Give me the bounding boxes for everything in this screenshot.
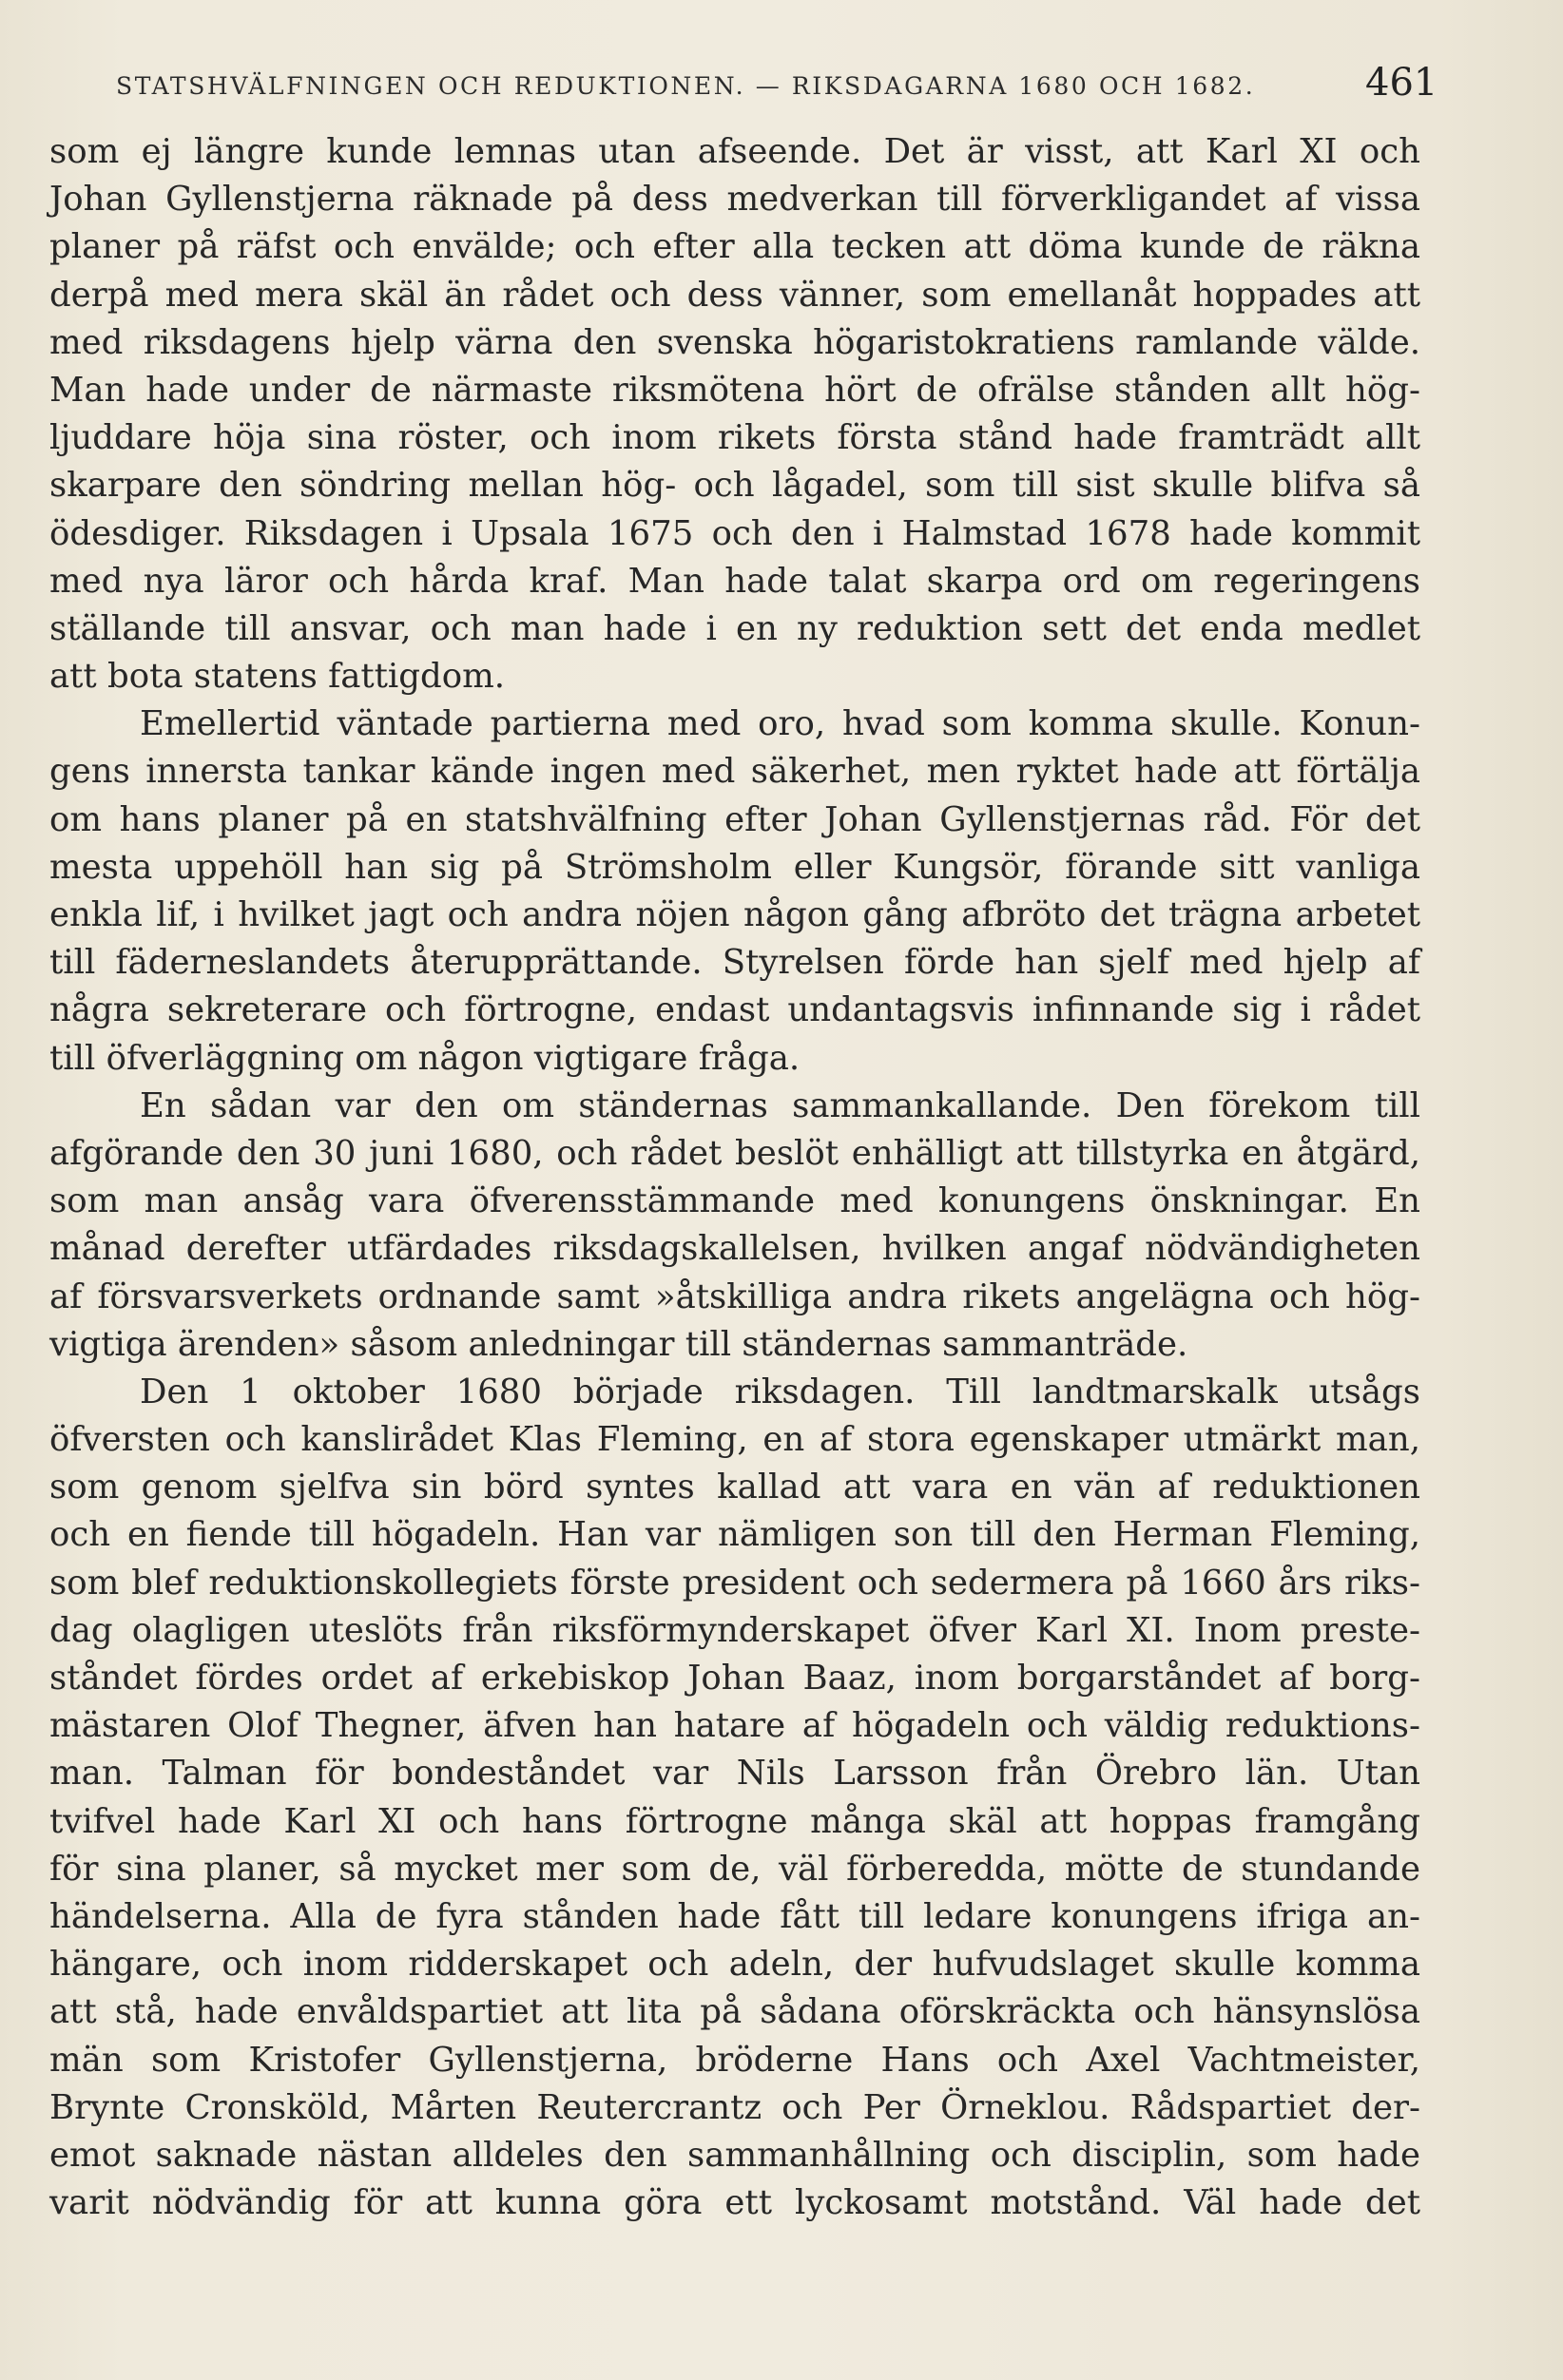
text-line: Emellertid väntade partierna med oro, hvad som komma skulle. Konun- bbox=[140, 704, 1420, 744]
text-line: att stå, hade envåldspartiet att lita på sådana oförskräckta och hänsynslösa bbox=[49, 1992, 1420, 2032]
text-line: skarpare den söndring mellan hög- och lågadel, som till sist skulle blifva så bbox=[49, 466, 1420, 506]
text-line: ljuddare höja sina röster, och inom rikets första stånd hade framträdt allt bbox=[49, 418, 1420, 458]
text-line: att bota statens fattigdom. bbox=[49, 657, 506, 697]
text-line: öfversten och kanslirådet Klas Fleming, en af stora egenskaper utmärkt man, bbox=[49, 1420, 1420, 1460]
text-line: mesta uppehöll han sig på Strömsholm eller Kungsör, förande sitt vanliga bbox=[49, 847, 1420, 887]
text-line: planer på räfst och envälde; och efter alla tecken att döma kunde de räkna bbox=[49, 227, 1420, 267]
text-line: ställande till ansvar, och man hade i en ny reduktion sett det enda medlet bbox=[49, 608, 1420, 648]
text-line: med riksdagens hjelp värna den svenska högaristokratiens ramlande välde. bbox=[49, 322, 1420, 362]
text-line: vigtiga ärenden» såsom anledningar till ständernas sammanträde. bbox=[49, 1324, 1188, 1364]
text-line: varit nödvändig för att kunna göra ett lyckosamt motstånd. Väl hade det bbox=[49, 2183, 1420, 2223]
text-line: emot saknade nästan alldeles den sammanhållning och disciplin, som hade bbox=[49, 2135, 1420, 2175]
text-line: män som Kristofer Gyllenstjerna, bröderne Hans och Axel Vachtmeister, bbox=[49, 2040, 1420, 2080]
text-line: derpå med mera skäl än rådet och dess vänner, som emellanåt hoppades att bbox=[49, 275, 1420, 315]
text-line: till fäderneslandets återupprättande. Styrelsen förde han sjelf med hjelp af bbox=[49, 943, 1420, 983]
text-line: ödesdiger. Riksdagen i Upsala 1675 och den i Halmstad 1678 hade kommit bbox=[49, 513, 1420, 553]
text-line: tvifvel hade Karl XI och hans förtrogne många skäl att hoppas framgång bbox=[49, 1801, 1420, 1841]
text-line: afgörande den 30 juni 1680, och rådet beslöt enhälligt att tillstyrka en åtgärd, bbox=[49, 1133, 1420, 1173]
text-line: som ej längre kunde lemnas utan afseende. Det är visst, att Karl XI och bbox=[49, 132, 1420, 171]
text-line: mästaren Olof Thegner, äfven han hatare af högadeln och väldig reduktions- bbox=[49, 1706, 1420, 1746]
text-line: dag olagligen uteslöts från riksförmynderskapet öfver Karl XI. Inom preste- bbox=[49, 1610, 1420, 1650]
text-line: af försvarsverkets ordnande samt »åtskilliga andra rikets angelägna och hög- bbox=[49, 1276, 1420, 1316]
running-head bbox=[0, 59, 1563, 116]
text-line: hängare, och inom ridderskapet och adeln, der hufvudslaget skulle komma bbox=[49, 1945, 1420, 1985]
text-line: till öfverläggning om någon vigtigare fråga. bbox=[49, 1038, 801, 1078]
text-line: med nya läror och hårda kraf. Man hade talat skarpa ord om regeringens bbox=[49, 561, 1420, 601]
text-line: om hans planer på en statshvälfning efter Johan Gyllenstjernas råd. För det bbox=[49, 799, 1420, 839]
running-head-title: STATSHVÄLFNINGEN OCH REDUKTIONEN. — RIKSDAGARNA 1680 OCH 1682. bbox=[116, 72, 1256, 100]
body-text bbox=[49, 128, 1420, 2227]
text-line: som genom sjelfva sin börd syntes kallad att vara en vän af reduktionen bbox=[49, 1468, 1420, 1507]
text-line: man. Talman för bondeståndet var Nils Larsson från Örebro län. Utan bbox=[49, 1754, 1420, 1794]
text-line: några sekreterare och förtrogne, endast undantagsvis infinnande sig i rådet bbox=[49, 990, 1420, 1030]
text-line: och en fiende till högadeln. Han var nämligen son till den Herman Fleming, bbox=[49, 1515, 1420, 1555]
text-line: Den 1 oktober 1680 började riksdagen. Till landtmarskalk utsågs bbox=[140, 1372, 1420, 1411]
text-line: månad derefter utfärdades riksdagskallelsen, hvilken angaf nödvändigheten bbox=[49, 1229, 1420, 1269]
text-line: En sådan var den om ständernas sammankallande. Den förekom till bbox=[140, 1085, 1420, 1125]
text-line: för sina planer, så mycket mer som de, väl förberedda, mötte de stundande bbox=[49, 1849, 1420, 1889]
text-line: ståndet fördes ordet af erkebiskop Johan Baaz, inom borgarståndet af borg- bbox=[49, 1659, 1420, 1698]
text-line: gens innersta tankar kände ingen med säkerhet, men ryktet hade att förtälja bbox=[49, 752, 1420, 792]
text-line: Brynte Cronsköld, Mårten Reutercrantz och Per Örneklou. Rådspartiet der- bbox=[49, 2087, 1420, 2127]
text-line: enkla lif, i hvilket jagt och andra nöjen någon gång afbröto det trägna arbetet bbox=[49, 895, 1420, 934]
text-line: händelserna. Alla de fyra stånden hade fått till ledare konungens ifriga an- bbox=[49, 1896, 1420, 1936]
text-line: som blef reduktionskollegiets förste president och sedermera på 1660 års riks- bbox=[49, 1563, 1420, 1603]
text-line: Johan Gyllenstjerna räknade på dess medverkan till förverkligandet af vissa bbox=[49, 180, 1420, 220]
page-number: 461 bbox=[1365, 61, 1438, 105]
text-line: Man hade under de närmaste riksmötena hört de ofrälse stånden allt hög- bbox=[49, 370, 1420, 410]
text-line: som man ansåg vara öfverensstämmande med konungens önskningar. En bbox=[49, 1181, 1420, 1221]
